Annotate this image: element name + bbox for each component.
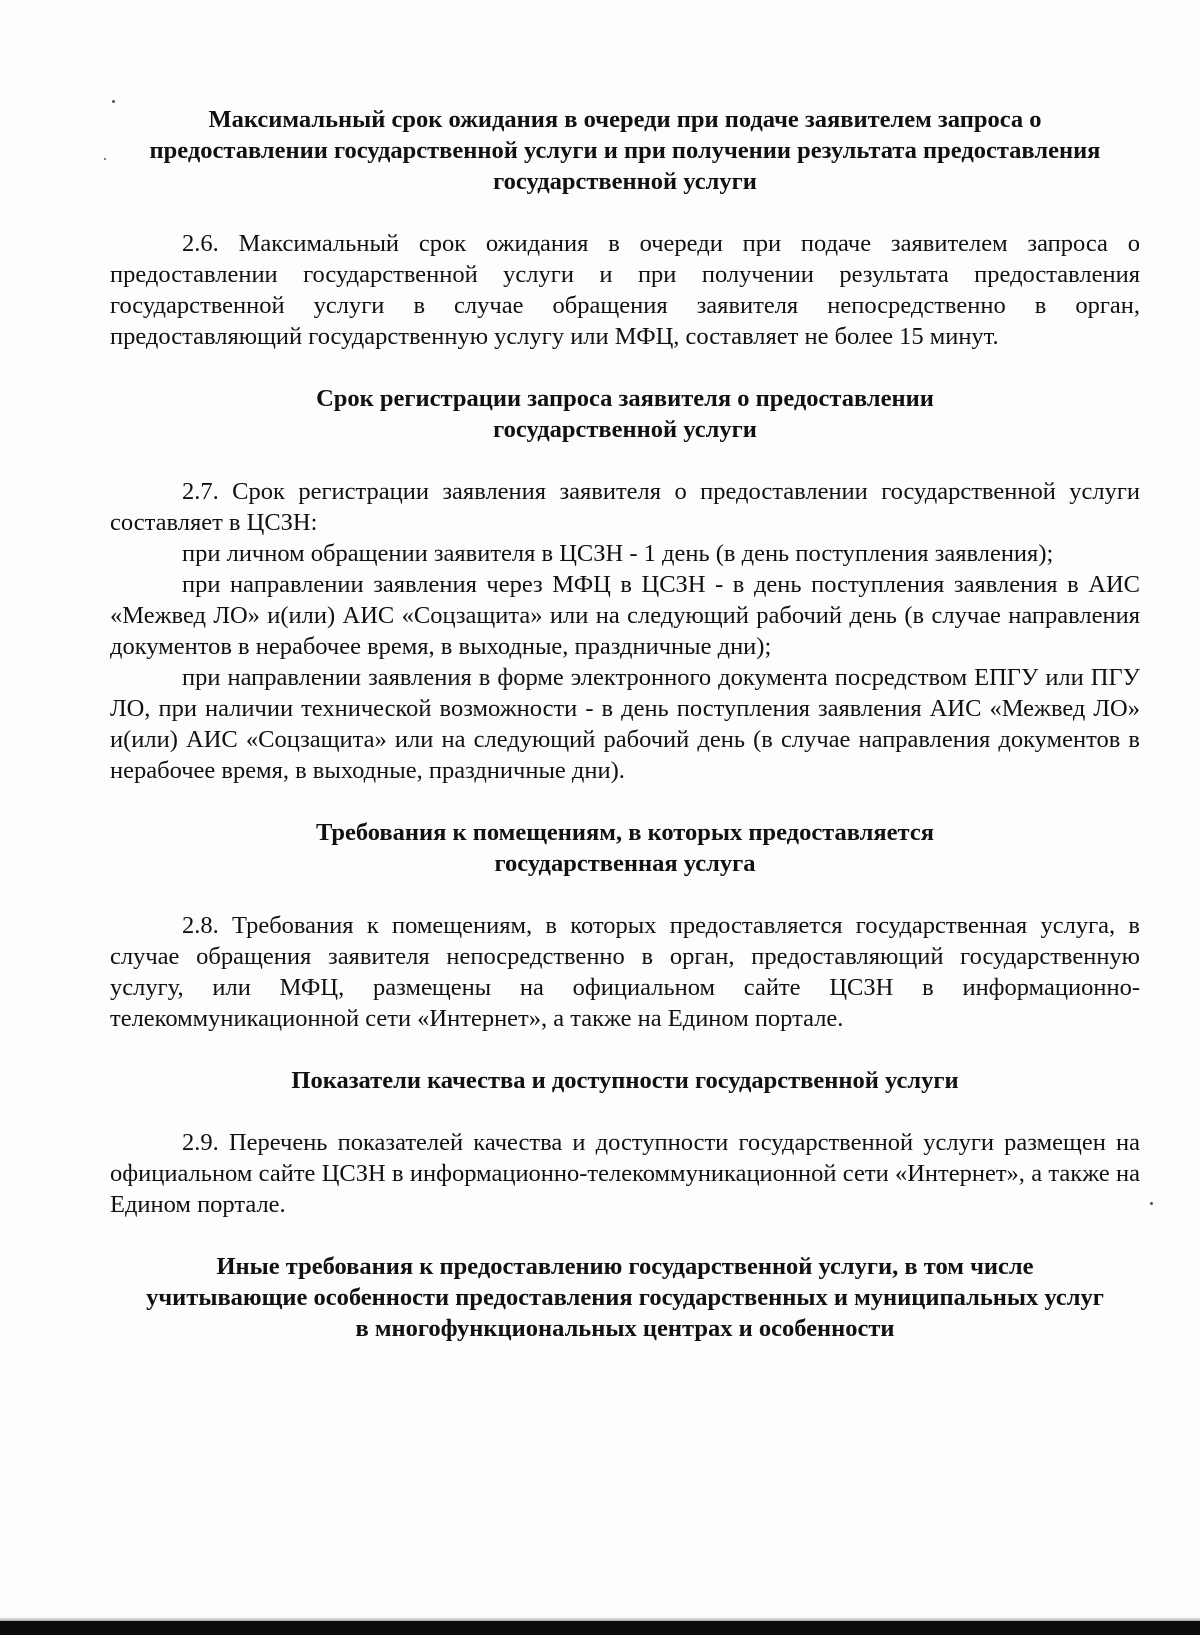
paragraph-2-7-mfc: при направлении заявления через МФЦ в ЦСЗН - в день поступления заявления в АИС «Межвед ЛО» и(или) АИС «Соцзащита» или на следующий рабочий день (в случае направления документов в нерабочее время, в выходные, праздничные дни); [110,571,1140,660]
section-heading-premises: Требования к помещениям, в которых предоставляется государственная услуга [315,819,935,877]
scan-bottom-edge [0,1621,1200,1635]
section-heading-registration-term: Срок регистрации запроса заявителя о предоставлении государственной услуги [316,385,934,443]
section-heading-quality-indicators: Показатели качества и доступности государственной услуги [291,1067,959,1094]
paragraph-2-8: 2.8. Требования к помещениям, в которых предоставляется государственная услуга, в случае обращения заявителя непосредственно в орган, предоставляющий государственную услугу, или МФЦ, размещены на официальном сайте ЦСЗН в информационно-телекоммуникационной сети «Интернет», а также на Едином портале. [110,912,1140,1032]
section-heading-other-requirements: Иные требования к предоставлению государственной услуги, в том числе учитывающие особенности предоставления государственных и муниципальных услуг в многофункциональных центрах и особенности [146,1253,1104,1342]
paragraph-2-7-personal: при личном обращении заявителя в ЦСЗН - 1 день (в день поступления заявления); [182,540,1054,567]
paragraph-2-7: 2.7. Срок регистрации заявления заявителя о предоставлении государственной услуги составляет в ЦСЗН: [110,478,1140,536]
scan-speck [104,158,106,160]
paragraph-2-7-electronic: при направлении заявления в форме электронного документа посредством ЕПГУ или ПГУ ЛО, при наличии технической возможности - в день поступления заявления АИС «Межвед ЛО» и(или) АИС «Соцзащита» или на следующий рабочий день (в случае направления документов в нерабочее время, в выходные, праздничные дни). [110,664,1140,784]
paragraph-2-6: 2.6. Максимальный срок ожидания в очереди при подаче заявителем запроса о предоставлении государственной услуги и при получении результата предоставления государственной услуги в случае обращения заявителя непосредственно в орган, предоставляющий государственную услугу или МФЦ, составляет не более 15 минут. [110,230,1140,350]
scan-speck [1150,1202,1153,1205]
section-heading-queue-time: Максимальный срок ожидания в очереди при подаче заявителем запроса о предоставлении государственной услуги и при получении результата предоставления государственной услуги [149,106,1101,195]
document-body [110,104,1140,1344]
scan-speck [112,100,115,103]
paragraph-2-9: 2.9. Перечень показателей качества и доступности государственной услуги размещен на официальном сайте ЦСЗН в информационно-телекоммуникационной сети «Интернет», а также на Едином портале. [110,1129,1140,1218]
